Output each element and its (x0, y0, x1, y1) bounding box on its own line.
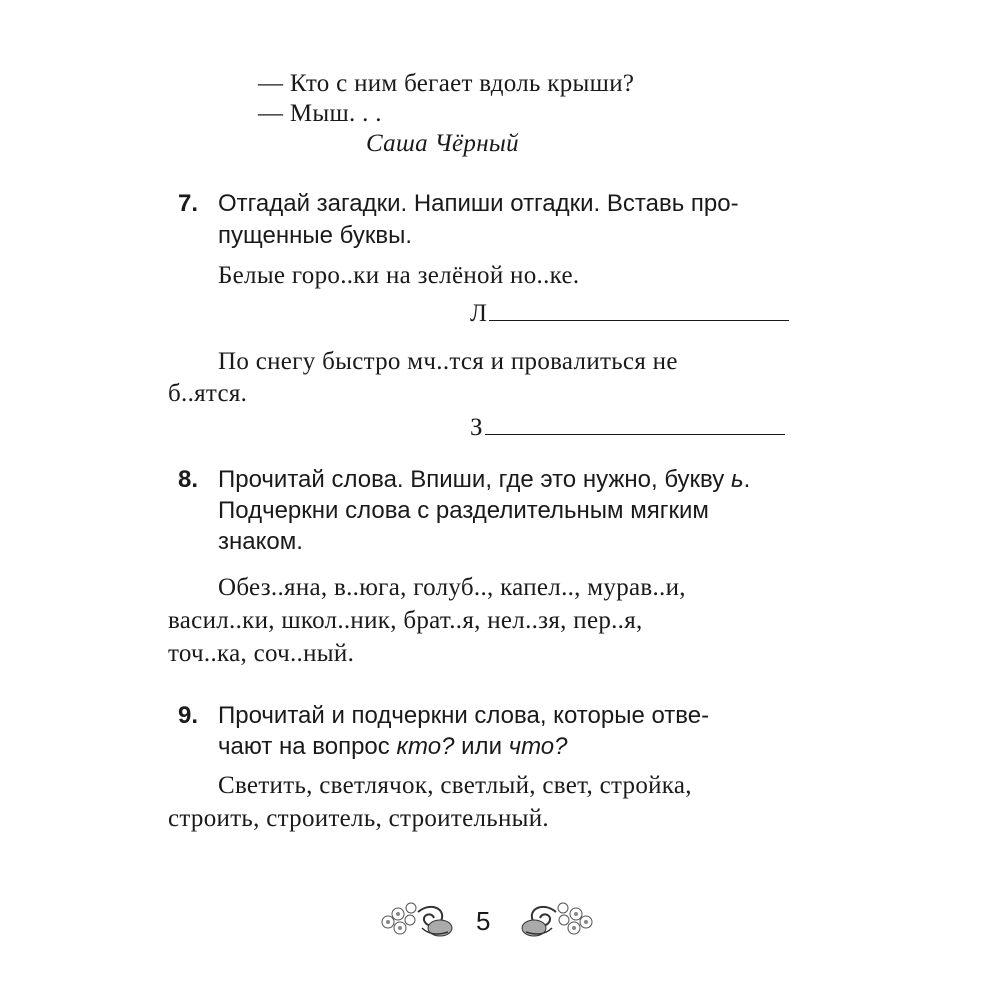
task-8-words-line-1: Обез..яна, в..юга, голуб.., капел.., мурав..и, (218, 574, 686, 601)
right-floral-ornament-icon (516, 898, 596, 940)
task-7-answer-1 (470, 298, 789, 328)
task-8-words-line-2: васил..ки, школ..ник, брат..я, нел..зя, пер..я, (168, 607, 643, 634)
task-9-question-what: что? (508, 733, 568, 760)
page-number: 5 (476, 906, 491, 936)
task-9-instruction-text: чают на вопрос (218, 733, 397, 760)
task-7-riddle-2-line-1: По снегу быстро мч..тся и провалиться не (218, 348, 678, 375)
answer-2-letter: З (470, 414, 483, 441)
task-9-number: 9. (178, 702, 199, 729)
task-7-number: 7. (178, 190, 199, 217)
task-9-question-who: кто? (396, 733, 455, 760)
task-9-instruction-line-1: Прочитай и подчеркни слова, которые отве- (218, 702, 710, 729)
task-8-period: . (743, 466, 751, 493)
task-8-instruction-line-3: знаком. (218, 528, 303, 555)
task-9-words-line-1: Светить, светлячок, светлый, свет, стройка, (218, 772, 692, 799)
task-8-instruction-line-2: Подчеркни слова с разделительным мягким (218, 497, 709, 524)
task-7-instruction-line-2: пущенные буквы. (218, 222, 412, 249)
poem-line-2: — Мыш. . . (258, 100, 382, 127)
poem-line-1: — Кто с ним бегает вдоль крыши? (258, 70, 635, 97)
task-8-instruction-line-1 (218, 466, 750, 494)
task-9-instruction-line-2 (218, 733, 567, 761)
task-7-riddle-2-line-2: б..ятся. (168, 380, 248, 407)
left-floral-ornament-icon (378, 898, 458, 940)
task-8-soft-sign: ь (730, 466, 744, 493)
answer-1-line[interactable] (489, 298, 789, 321)
task-8-number: 8. (178, 466, 199, 493)
poem-author: Саша Чёрный (366, 130, 519, 157)
task-7-riddle-1: Белые горо..ки на зелёной но..ке. (218, 262, 580, 289)
task-7-instruction-line-1: Отгадай загадки. Напиши отгадки. Вставь про- (218, 190, 739, 217)
task-8-words-line-3: точ..ка, соч..ный. (168, 640, 355, 667)
task-7-answer-2 (470, 412, 785, 442)
task-9-words-line-2: строить, строитель, строительный. (168, 805, 549, 832)
answer-1-letter: Л (470, 300, 488, 327)
task-9-or: или (454, 733, 509, 760)
task-8-instruction-text: Прочитай слова. Впиши, где это нужно, букву (218, 466, 731, 493)
answer-2-line[interactable] (485, 412, 785, 435)
